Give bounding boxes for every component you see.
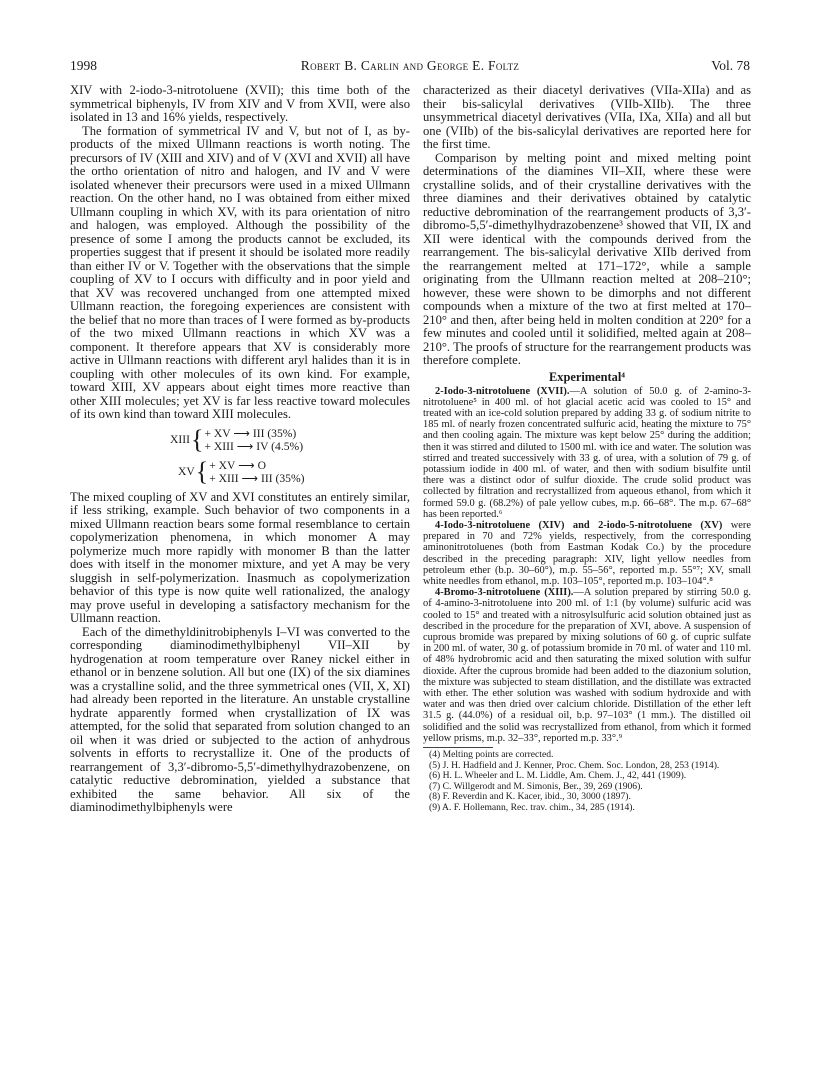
scheme-line: + XIII ⟶ III (35%) (209, 472, 305, 485)
paragraph: The mixed coupling of XV and XVI constitutes an entirely similar, if less striking, example. Such behavior of two components in a mixed Ullmann reaction bears some formal resemblance to certain copolymerization phenomena, in which monomer A may polymerize much more rapidly with monomer B than the latter does with itself in the monomer mixture, and yet A may be very sluggish in self-polymerization. Inasmuch as copolymerization behavior of this type is now quite well rationalized, the analogy may prove useful in developing a satisfactory mechanism for the Ullmann reaction. (70, 489, 410, 625)
compound-heading: 2-Iodo-3-nitrotoluene (XVII). (435, 385, 570, 397)
experimental-paragraph (423, 587, 751, 744)
volume-label: Vol. 78 (711, 58, 750, 73)
reaction-scheme-xiii (70, 427, 410, 454)
running-header (70, 58, 750, 78)
footnote: (9) A. F. Hollemann, Rec. trav. chim., 34, 285 (1914). (429, 801, 635, 813)
reaction-scheme-xv (70, 459, 410, 486)
paragraph: The formation of symmetrical IV and V, but not of I, as by-products of the mixed Ullmann reactions is worth noting. The precursors of IV (XIII and XIV) and of V (XVI and XVII) all have the ortho orientation of nitro and halogen, and IV and V were isolated whenever their precursors were used in a mixed Ullmann reaction. On the other hand, no I was obtained from either mixed Ullmann coupling in which XV, with its para orientation of nitro and halogen, was employed. Although the possibility of the presence of some I among the products cannot be excluded, its properties suggest that if present it should be isolated more readily than either IV or V. Together with the observations that the simple coupling of XV to I occurs with difficulty and in poor yield and that XV was recovered unchanged from one attempted mixed Ullmann reaction, the foregoing experiences are consistent with the belief that no more than traces of I were formed as by-products of the two mixed Ullmann reactions in which XV was a component. It therefore appears that XV is considerably more active in Ullmann reactions with different aryl halides than it is in coupling with other molecules of its own kind. For example, toward XIII, XV appears about eight times more reactive than other XIII molecules; yet XV is far less reactive toward molecules of its own kind than toward XIII molecules. (70, 123, 410, 421)
procedure-text: —A solution of 50.0 g. of 2-amino-3-nitrotoluene⁵ in 400 ml. of hot glacial acetic acid was cooled to 15° and treated with an ice-cold solution prepared by adding 33 g. of sodium nitrite to 185 ml. of nearly frozen concentrated sulfuric acid, heating the mixture to 75° and then cooling again. The mixture was kept below 25° during the addition; then it was stirred and diluted to 1500 ml. with ice and water. The solution was stirred and treated successively with 33 g. of urea, with a solution of 79 g. of potassium iodide in 400 ml. of water, and then with sodium bisulfite until there was a distinct odor of sulfur dioxide. The crude solid product was collected by filtration and recrystallized from aqueous ethanol, from which it formed 59.0 g. (68.2%) of pale yellow cubes, m.p. 66–68°. The m.p. 67–68° has been reported.⁶ (423, 385, 751, 520)
scheme-reactant: XIII (170, 433, 190, 447)
scheme-line: + XV ⟶ III (35%) (204, 426, 297, 440)
footnote: (6) H. L. Wheeler and L. M. Liddle, Am. Chem. J., 42, 441 (1909). (429, 770, 687, 782)
compound-heading: 4-Iodo-3-nitrotoluene (XIV) and 2-iodo-5-nitrotoluene (XV) (435, 519, 723, 531)
brace: { (190, 425, 204, 454)
scheme-line: + XIII ⟶ IV (4.5%) (204, 440, 304, 453)
footnote: (4) Melting points are corrected. (429, 749, 554, 760)
experimental-paragraph (423, 520, 751, 587)
footnote-rule (423, 747, 493, 748)
footnote: (7) C. Willgerodt and M. Simonis, Ber., 39, 269 (1906). (429, 780, 643, 792)
paragraph: Each of the dimethyldinitrobiphenyls I–VI was converted to the corresponding diaminodimethylbiphenyl VII–XII by hydrogenation at room temperature over Raney nickel either in ethanol or in benzene solution. All but one (IX) of the six diamines was a crystalline solid, and the three symmetrical ones (VII, X, XI) had already been reported in the literature. An unstable crystalline hydrate apparently formed when crystallization of IX was attempted, for the solid that separated from solution changed to an oil when it was dried or subjected to the action of anhydrous solvents in efforts to recrystallize it. One of the products of rearrangement of 3,3′-dibromo-5,5′-dimethylhydrazobenzene, on catalytic reductive debromination, yielded a substance that exhibited the same behavior. All six of the diaminodimethylbiphenyls were (70, 624, 410, 814)
scheme-reactant: XV (178, 465, 195, 479)
page-number: 1998 (70, 58, 97, 73)
procedure-text: —A solution prepared by stirring 50.0 g. of 4-amino-3-nitrotoluene into 200 ml. of 1:1 (by volume) sulfuric acid was cooled to 15° and treated with a nitrosylsulfuric acid solution obtained just as described in the procedure for the preparation of XVI, above. A suspension of cuprous bromide was prepared by mixing solutions of 60 g. of cupric sulfate in 200 ml. of water, 30 g. of potassium bromide in 70 ml. of water and 110 ml. of 48% hydrobromic acid and then saturating the mixed solution with sulfur dioxide. After the cuprous bromide had been added to the diazonium solution, the mixture was subjected to steam distillation, and the distillate was extracted with ether. The ether solution was washed with sodium hydroxide and with water and was then dried over calcium chloride. Distillation of the ether left 31.5 g. (44.0%) of a residual oil, b.p. 97–103° (1 mm.). The distilled oil solidified and the solid was recrystallized from ethanol, from which it formed yellow prisms, m.p. 32–33°, reported m.p. 33°.⁹ (423, 587, 751, 744)
footnote: (8) F. Reverdin and K. Kacer, ibid., 30, 3000 (1897). (429, 791, 631, 803)
scheme-line: + XV ⟶ O (209, 458, 266, 472)
footnote: (5) J. H. Hadfield and J. Kenner, Proc. Chem. Soc. London, 28, 253 (1914). (429, 759, 720, 771)
brace: { (195, 457, 209, 486)
compound-heading: 4-Bromo-3-nitrotoluene (XIII). (435, 587, 574, 599)
paragraph: Comparison by melting point and mixed melting point determinations of the diamines VII–XII, where these were crystalline solids, and of their crystalline derivatives with the three diamines and their derivatives obtained by catalytic reductive debromination of the rearrangement products of 3,3′-dibromo-5,5′-dimethylhydrazobenzene³ showed that VII, IX and XII were identical with the compounds derived from the rearrangement. The bis-salicylal derivative XIIb derived from the rearrangement melted at 171–172°, while a sample originating from the Ullmann reaction melted at 208–210°; however, these were shown to be dimorphs and not different compounds when a mixture of the two at first melted at 170–210° and then, after being held in molten condition at 220° for a few minutes and cooled until it solidified, melted again at 208–210°. The proofs of structure for the rearrangement products was therefore complete. (423, 150, 751, 367)
paragraph: characterized as their diacetyl derivatives (VIIa-XIIa) and as their bis-salicylal derivatives (VIIb-XIIb). The three unsymmetrical diacetyl derivatives (VIIa, IXa, XIIa) and all but one (VIIb) of the bis-salicylal derivatives are reported here for the first time. (423, 83, 751, 151)
paragraph: XIV with 2-iodo-3-nitrotoluene (XVII); this time both of the symmetrical biphenyls, IV from XIV and V from XVII, were also isolated in 13 and 16% yields, respectively. (70, 83, 410, 124)
section-heading: Experimental⁴ (549, 369, 625, 384)
left-column (70, 84, 410, 815)
running-title: Robert B. Carlin and George E. Foltz (300, 58, 520, 73)
procedure-text: were prepared in 70 and 72% yields, respectively, from the corresponding aminonitrotoluenes (both from Eastman Kodak Co.) by the procedure described in the preceding paragraph: XIV, light yellow needles from petroleum ether (b.p. 30–60°), m.p. 55–56°, reported m.p. 55°⁷; XV, small white needles from ethanol, m.p. 103–105°, reported m.p. 103–104°.⁸ (423, 519, 751, 587)
right-column (423, 84, 751, 814)
experimental-paragraph (423, 386, 751, 520)
